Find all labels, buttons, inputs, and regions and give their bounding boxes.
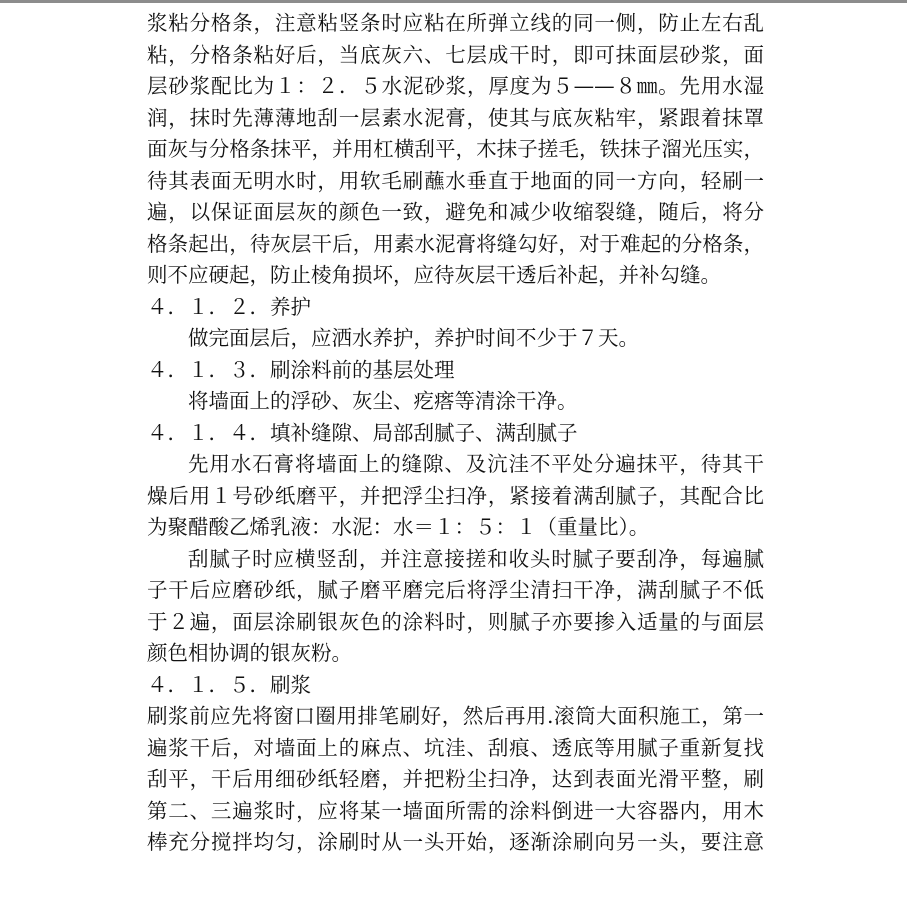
section-heading-4-1-5: ４．１．５．刷浆 bbox=[147, 672, 311, 697]
paragraph-line: 为聚醋酸乙烯乳液：水泥：水＝１：５：１（重量比）。 bbox=[147, 515, 650, 539]
paragraph-line: 燥后用１号砂纸磨平，并把浮尘扫净，紧接着满刮腻子，其配合比 bbox=[147, 483, 764, 508]
paragraph-line: 第二、三遍浆时，应将某一墙面所需的涂料倒进一大容器内，用木 bbox=[147, 798, 764, 823]
paragraph-line: 刮腻子时应横竖刮，并注意接搓和收头时腻子要刮净，每遍腻 bbox=[188, 546, 764, 571]
paragraph-line: 粘，分格条粘好后，当底灰六、七层成干时，即可抹面层砂浆，面 bbox=[147, 42, 764, 67]
paragraph-line: 层砂浆配比为１：２．５水泥砂浆，厚度为５——８㎜。先用水湿 bbox=[147, 74, 764, 98]
paragraph-line: 做完面层后，应洒水养护，养护时间不少于７天。 bbox=[188, 326, 639, 350]
paragraph-line: 刮平，干后用细砂纸轻磨，并把粉尘扫净，达到表面光滑平整，刷 bbox=[147, 767, 764, 791]
paragraph-line: 待其表面无明水时，用软毛刷蘸水垂直于地面的同一方向，轻刷一 bbox=[147, 168, 764, 193]
paragraph-line: 浆粘分格条，注意粘竖条时应粘在所弹立线的同一侧，防止左右乱 bbox=[147, 11, 764, 35]
section-heading-4-1-2: ４．１．２．养护 bbox=[147, 294, 311, 319]
section-heading-4-1-3: ４．１．３．刷涂料前的基层处理 bbox=[147, 357, 455, 382]
paragraph-line: 遍浆干后，对墙面上的麻点、坑洼、刮痕、透底等用腻子重新复找 bbox=[147, 735, 764, 760]
paragraph-line: 颜色相协调的银灰粉。 bbox=[147, 641, 352, 665]
paragraph-line: 将墙面上的浮砂、灰尘、疙瘩等清涂干净。 bbox=[188, 389, 578, 413]
paragraph-line: 遍，以保证面层灰的颜色一致，避免和减少收缩裂缝，随后，将分 bbox=[147, 200, 764, 224]
paragraph-line: 子干后应磨砂纸，腻子磨平磨完后将浮尘清扫干净，满刮腻子不低 bbox=[147, 578, 764, 602]
section-heading-4-1-4: ４．１．４．填补缝隙、局部刮腻子、满刮腻子 bbox=[147, 420, 578, 445]
top-border-rule bbox=[0, 0, 907, 3]
paragraph-line: 刷浆前应先将窗口圈用排笔刷好，然后再用.滚筒大面积施工，第一 bbox=[147, 704, 764, 728]
paragraph-line: 于２遍，面层涂刷银灰色的涂料时，则腻子亦要掺入适量的与面层 bbox=[147, 609, 764, 634]
paragraph-line: 润，抹时先薄薄地刮一层素水泥膏，使其与底灰粘牢，紧跟着抹罩 bbox=[147, 105, 764, 130]
document-page bbox=[147, 8, 764, 859]
paragraph-line: 面灰与分格条抹平，并用杠横刮平，木抹子搓毛，铁抹子溜光压实， bbox=[147, 137, 764, 161]
paragraph-line: 棒充分搅拌均匀，涂刷时从一头开始，逐渐涂刷向另一头，要注意 bbox=[147, 830, 764, 854]
paragraph-line: 先用水石膏将墙面上的缝隙、及沆洼不平处分遍抹平，待其干 bbox=[188, 452, 764, 476]
paragraph-line: 则不应硬起，防止棱角损坏，应待灰层干透后补起，并补勾缝。 bbox=[147, 263, 721, 287]
paragraph-line: 格条起出，待灰层干后，用素水泥膏将缝勾好，对于难起的分格条， bbox=[147, 231, 764, 256]
